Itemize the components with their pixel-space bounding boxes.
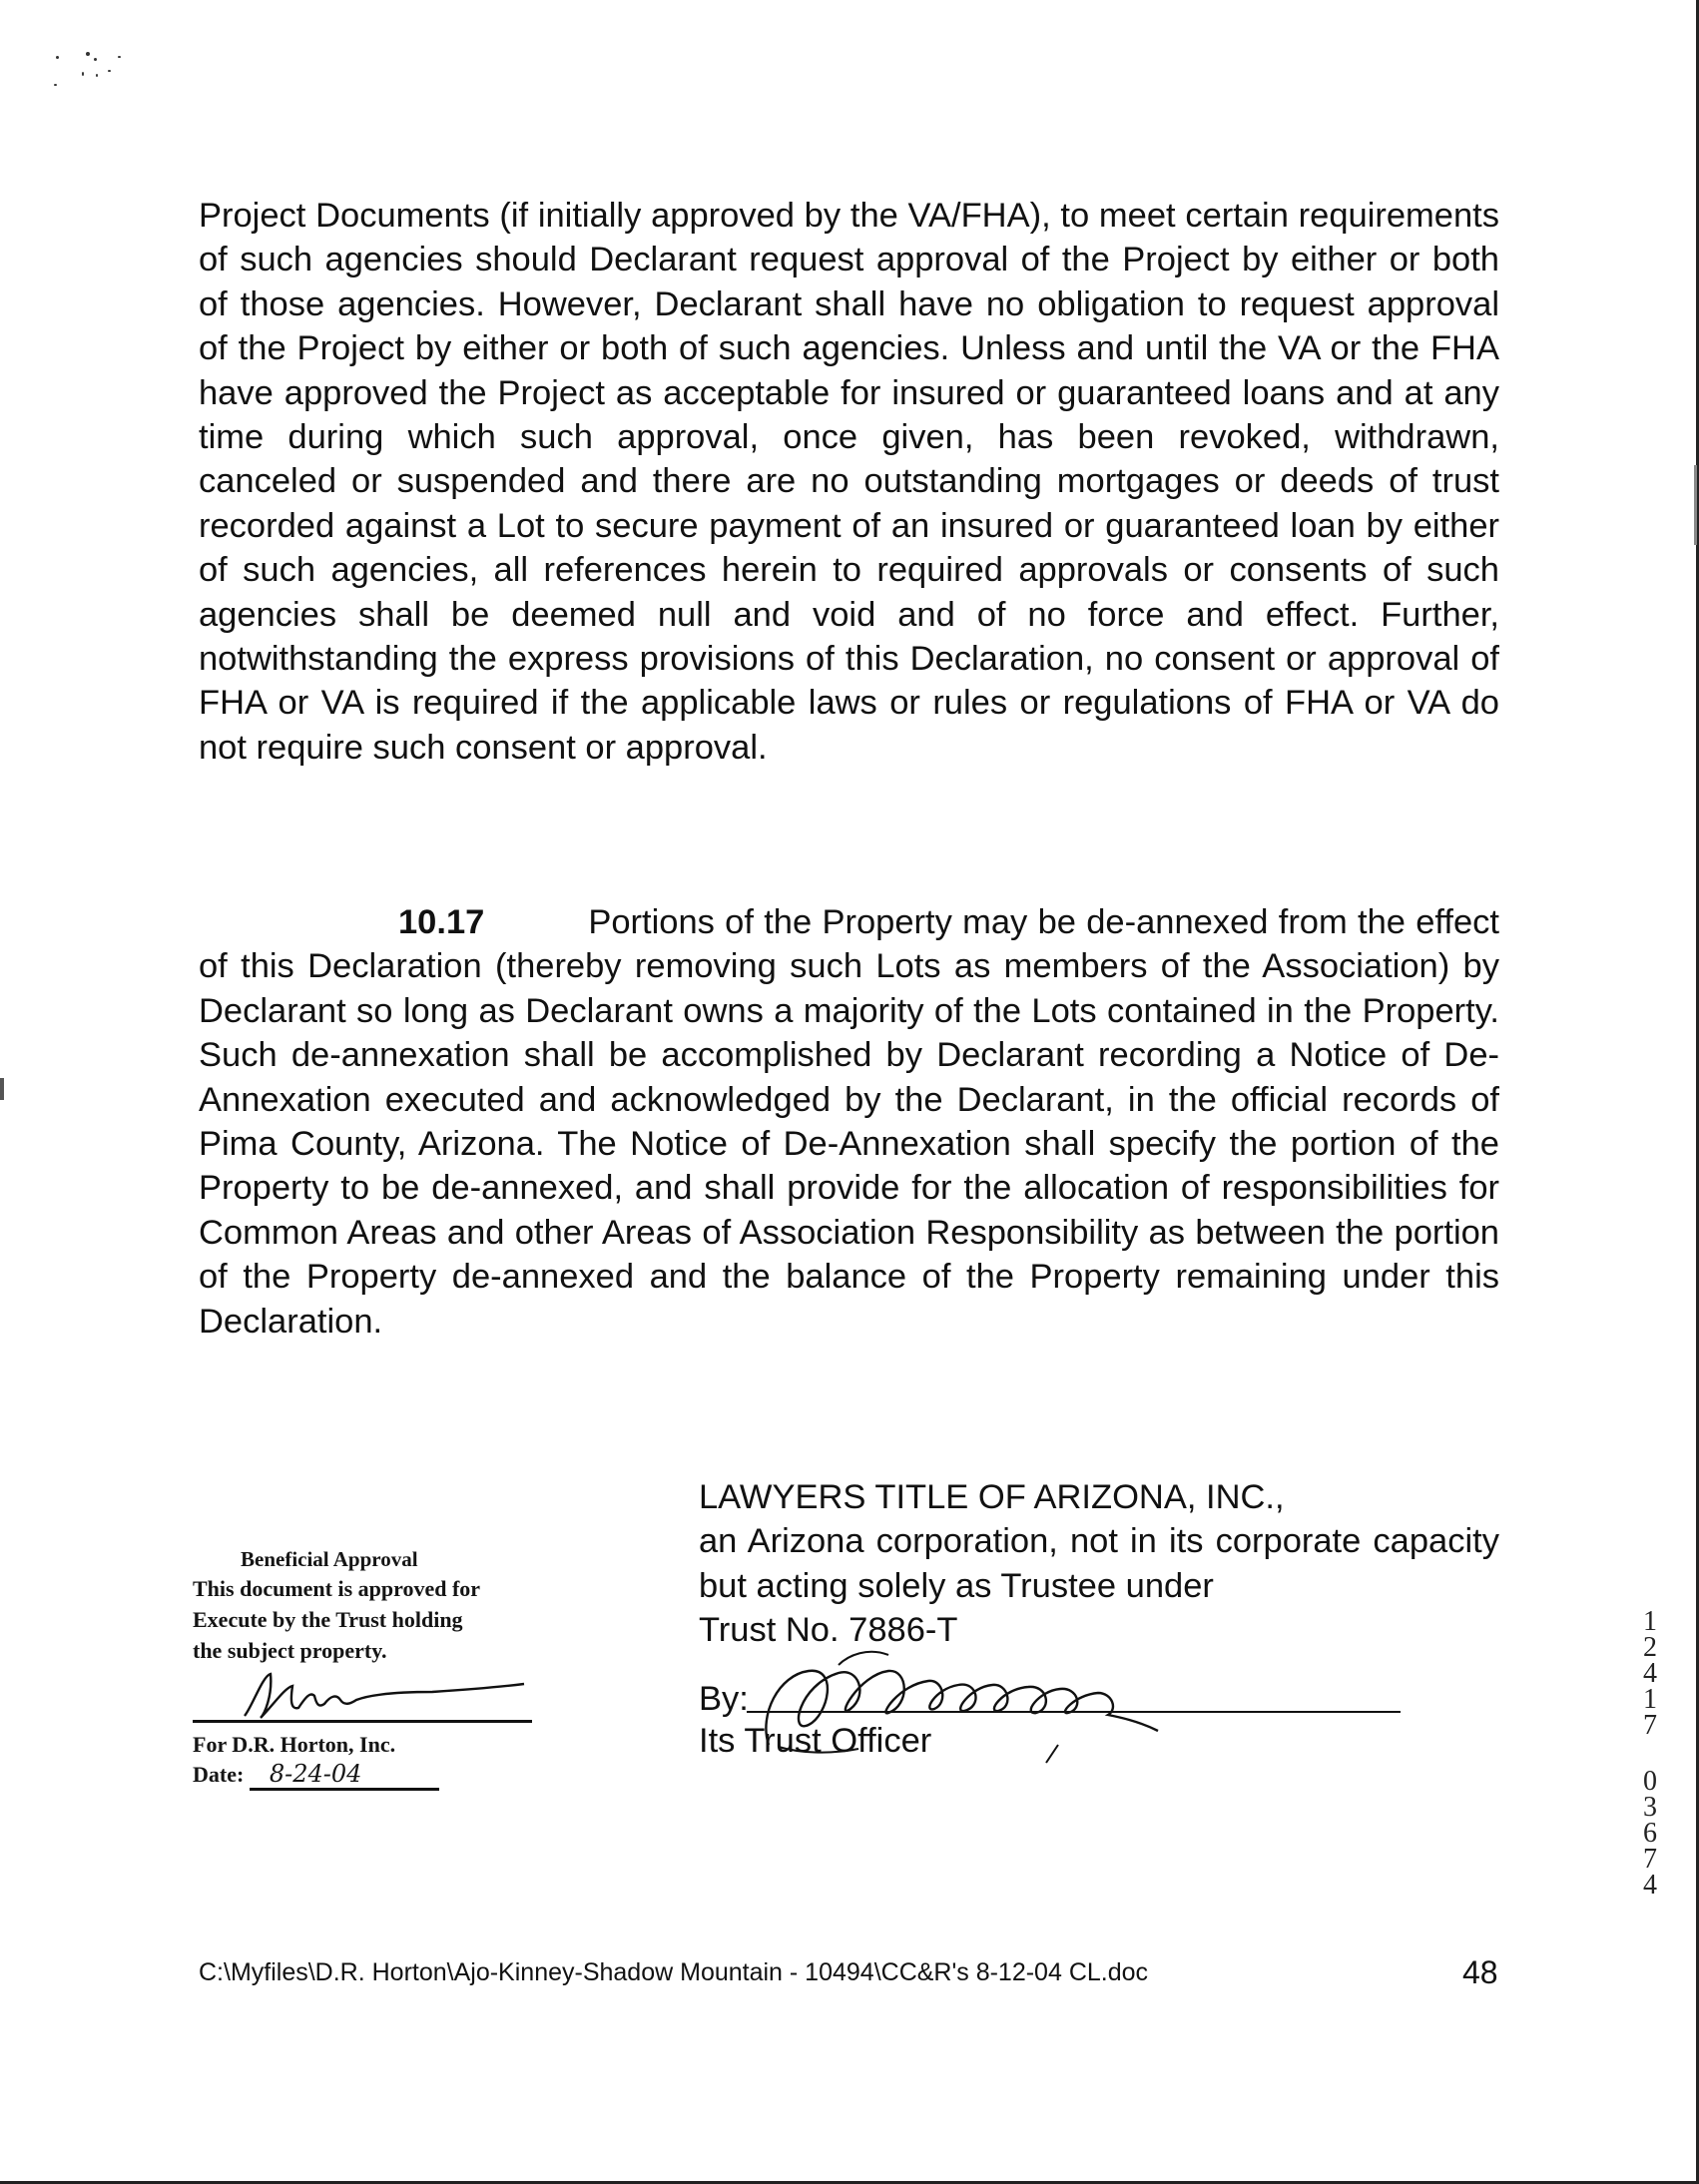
scan-speckle — [108, 70, 111, 72]
recording-digit: 1 — [1643, 1606, 1657, 1637]
trust-number: Trust No. 7886-T — [699, 1611, 958, 1650]
stamp-title: Beneficial Approval — [241, 1547, 418, 1571]
scan-speckle — [82, 72, 84, 76]
stamp-date-value: 8-24-04 — [250, 1760, 439, 1791]
recording-digit: 2 — [1643, 1632, 1657, 1663]
scan-speckle — [56, 56, 59, 59]
signature-line — [747, 1711, 1401, 1713]
page-number: 48 — [1462, 1954, 1498, 1990]
recording-digit: 4 — [1643, 1658, 1657, 1689]
stamp-signature-area — [193, 1666, 552, 1726]
section-number: 10.17 — [398, 903, 485, 941]
by-label: By: — [699, 1679, 749, 1718]
scan-edge-mark — [0, 1078, 4, 1100]
stamp-signature — [233, 1666, 532, 1726]
recording-gap — [1637, 1739, 1663, 1769]
scan-speckle — [94, 58, 97, 61]
stamp-line: This document is approved for — [193, 1576, 481, 1601]
recording-digit: 0 — [1643, 1766, 1657, 1797]
stamp-date-row — [193, 1760, 552, 1791]
stamp-company: For D.R. Horton, Inc. — [193, 1732, 396, 1757]
footer-file-path: C:\Myfiles\D.R. Horton\Ajo-Kinney-Shadow Mountain - 10494\CC&R's 8-12-04 CL.doc — [199, 1958, 1149, 1986]
stamp-date-label: Date: — [193, 1762, 245, 1787]
scan-speckle — [96, 74, 98, 77]
trustee-description: an Arizona corporation, not in its corporate capacity but acting solely as Trustee under — [699, 1522, 1499, 1605]
trustee-name: LAWYERS TITLE OF ARIZONA, INC., — [699, 1478, 1285, 1516]
recording-digit: 7 — [1643, 1710, 1657, 1741]
scan-speckle — [54, 84, 57, 86]
section-text: Portions of the Property may be de-annexed from the effect of this Declaration (thereby removing such Lots as members of the Association) by Declarant so long as Declarant owns a majority of the Lots contained in the Property. Such de-annexation shall be accomplished by Declarant recording a Notice of De-Annexation executed and acknowledged by the Declarant, in the official records of Pima County, Arizona. The Notice of De-Annexation shall specify the portion of the Property to be de-annexed, and shall provide for the allocation of responsibilities for Common Areas and other Areas of Association Responsibility as between the portion of the Property de-annexed and the balance of the Property remaining under this Declaration. — [199, 903, 1499, 1341]
recording-digit: 7 — [1643, 1844, 1657, 1875]
scan-speckle — [118, 56, 121, 58]
body-paragraph: Project Documents (if initially approved by the VA/FHA), to meet certain requirements of such agencies should Declarant request approval of the Project by either or both of those agencies. However, Declarant shall have no obligation to request approval of the Project by either or both of such agencies. Unless and until the VA or the FHA have approved the Project as acceptable for insured or guaranteed loans and at any time during which such approval, once given, has been revoked, withdrawn, canceled or suspended and there are no outstanding mortgages or deeds of trust recorded against a Lot to secure payment of an insured or guaranteed loan by either of such agencies, all references herein to required approvals or consents of such agencies shall be deemed null and void and of no force and effect. Further, notwithstanding the express provisions of this Declaration, no consent or approval of FHA or VA is required if the applicable laws or rules or regulations of FHA or VA do not require such consent or approval. — [199, 197, 1499, 767]
scan-speckle — [86, 52, 90, 56]
stamp-signature-line — [193, 1720, 532, 1723]
recording-digit: 4 — [1643, 1870, 1657, 1901]
trustee-signature-block — [699, 1475, 1499, 1760]
recording-digit: 1 — [1643, 1684, 1657, 1715]
beneficial-approval-stamp — [193, 1545, 552, 1791]
recording-number — [1637, 1606, 1663, 1901]
stamp-line: Execute by the Trust holding — [193, 1607, 463, 1632]
scan-edge-mark — [1694, 465, 1697, 545]
signature-row — [699, 1655, 1499, 1760]
section-paragraph — [199, 900, 1499, 1344]
recording-digit: 6 — [1643, 1818, 1657, 1849]
officer-title: Its Trust Officer — [699, 1721, 932, 1760]
stamp-line: the subject property. — [193, 1638, 387, 1663]
recording-digit: 3 — [1643, 1792, 1657, 1823]
